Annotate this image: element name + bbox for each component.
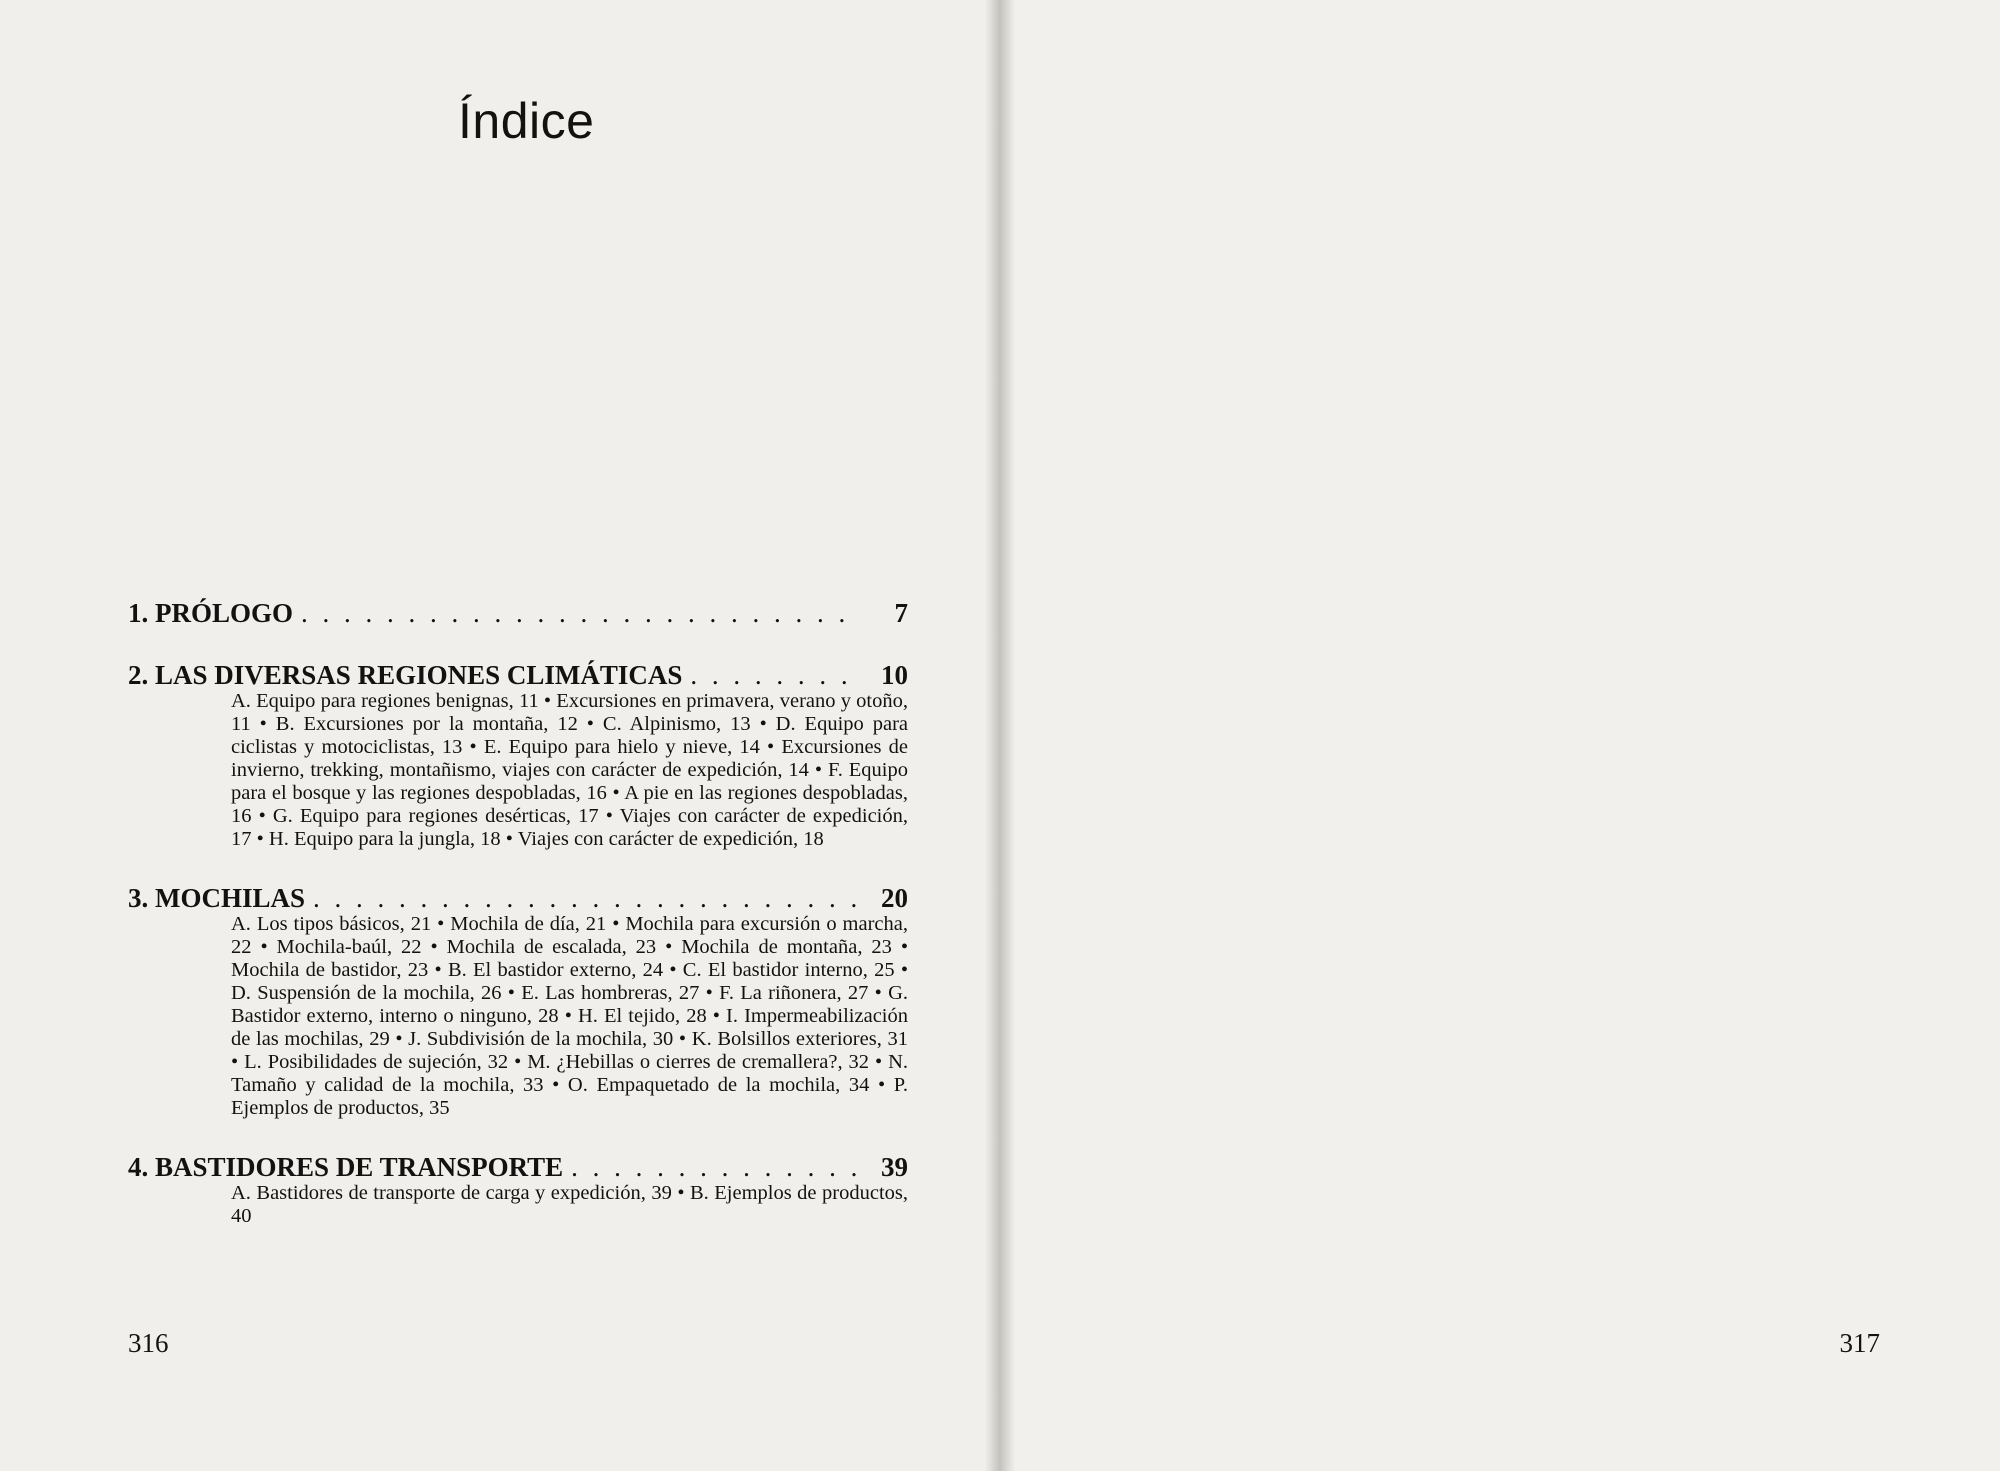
toc-entry-title: 2. LAS DIVERSAS REGIONES CLIMÁTICAS [128, 660, 683, 690]
right-page [1000, 0, 2000, 1471]
toc-entry-heading [128, 660, 908, 690]
dot-leader [313, 883, 860, 913]
toc-entry [128, 883, 908, 1120]
toc-entry [128, 1152, 908, 1228]
toc-entry-title: 3. MOCHILAS [128, 883, 306, 913]
toc-entry [128, 660, 908, 851]
dot-leader [571, 1152, 860, 1182]
toc-subtopics: A. Los tipos básicos, 21 • Mochila de día, 21 • Mochila para excursión o marcha, 22 • Mochila-baúl, 22 • Mochila de escalada, 23 • Mochila de montaña, 23 • Mochila de bastidor, 23 • B. El bastidor externo, 24 • C. El bastidor interno, 25 • D. Suspensión de la mochila, 26 • E. Las hombreras, 27 • F. La riñonera, 27 • G. Bastidor externo, interno o ninguno, 28 • H. El tejido, 28 • I. Impermeabilización de las mochilas, 29 • J. Subdivisión de la mochila, 30 • K. Bolsillos exteriores, 31 • L. Posibilidades de sujeción, 32 • M. ¿Hebillas o cierres de cremallera?, 32 • N. Tamaño y calidad de la mochila, 33 • O. Empaquetado de la mochila, 34 • P. Ejemplos de productos, 35 [231, 913, 908, 1119]
toc-entry-heading [128, 598, 908, 628]
page-number: 316 [128, 1328, 169, 1358]
toc-entry-page: 39 [881, 1152, 908, 1182]
toc-subtopics: A. Equipo para regiones benignas, 11 • Excursiones en primavera, verano y otoño, 11 • B. Excursiones por la montaña, 12 • C. Alpinismo, 13 • D. Equipo para ciclistas y motociclistas, 13 • E. Equipo para hielo y nieve, 14 • Excursiones de invierno, trekking, montañismo, viajes con carácter de expedición, 14 • F. Equipo para el bosque y las regiones despobladas, 16 • A pie en las regiones despobladas, 16 • G. Equipo para regiones desérticas, 17 • Viajes con carácter de expedición, 17 • H. Equipo para la jungla, 18 • Viajes con carácter de expedición, 18 [231, 690, 908, 850]
toc-left-column [128, 598, 908, 1260]
toc-entry [128, 598, 908, 628]
toc-entry-heading [128, 883, 908, 913]
toc-entry-title: 1. PRÓLOGO [128, 598, 294, 628]
page-number: 317 [1839, 1328, 1880, 1358]
toc-subtopics: A. Bastidores de transporte de carga y expedición, 39 • B. Ejemplos de productos, 40 [231, 1182, 908, 1227]
toc-entry-title: 4. BASTIDORES DE TRANSPORTE [128, 1152, 564, 1182]
toc-entry-heading [128, 1152, 908, 1182]
toc-entry-page: 7 [894, 598, 908, 628]
dot-leader [301, 598, 860, 628]
toc-entry-page: 10 [881, 660, 908, 690]
page-title: Índice [458, 93, 595, 149]
dot-leader [690, 660, 860, 690]
toc-entry-page: 20 [881, 883, 908, 913]
